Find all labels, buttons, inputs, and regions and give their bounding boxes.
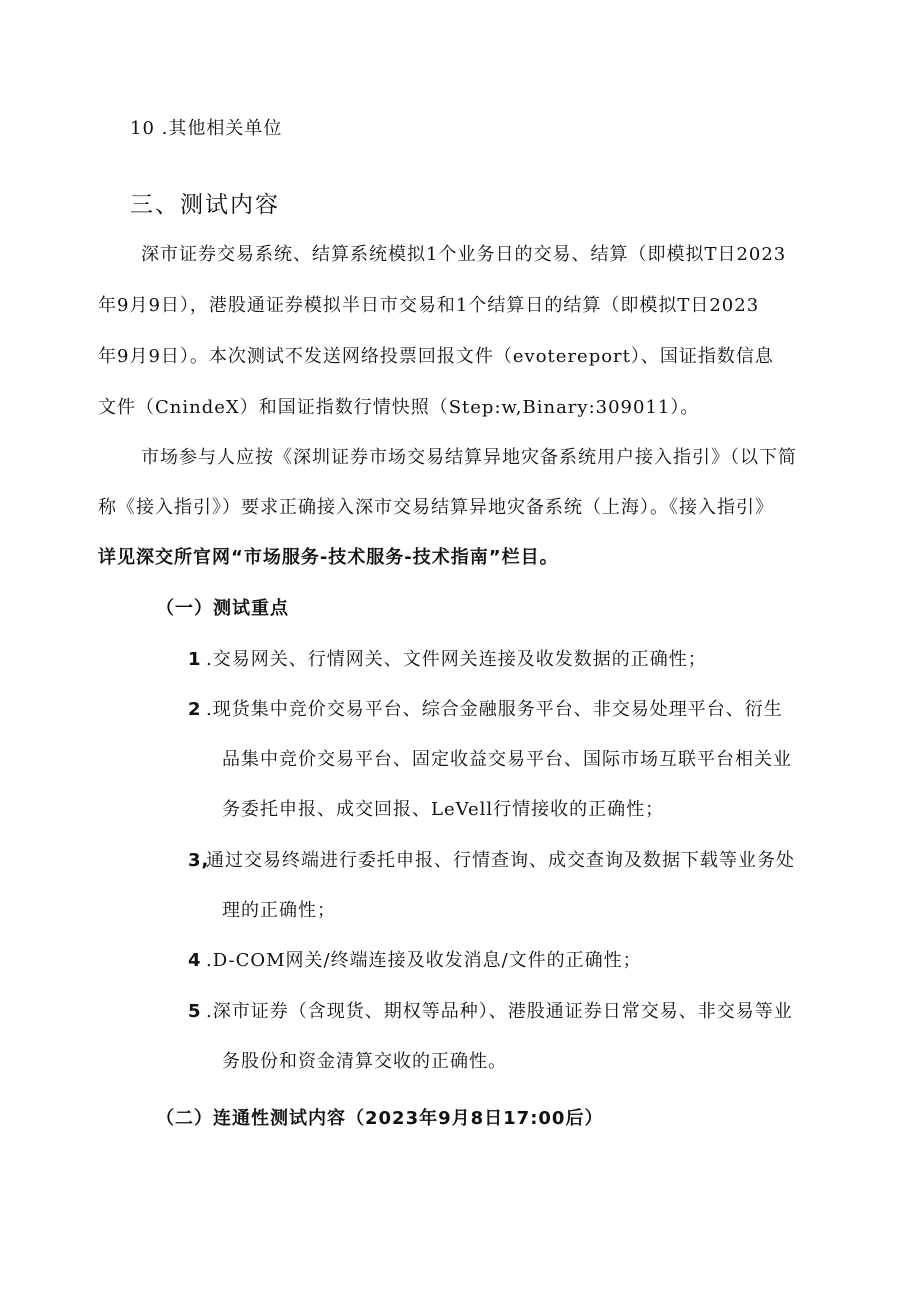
- list-item-text: .交易网关、行情网关、文件网关连接及收发数据的正确性；: [206, 649, 707, 670]
- list-item-continuation: 理的正确性；: [222, 900, 336, 921]
- list-item: [188, 698, 783, 722]
- list-item-continuation: 品集中竞价交易平台、固定收益交易平台、国际市场互联平台相关业: [222, 749, 792, 770]
- list-item-continuation: 务委托申报、成交回报、LeVell行情接收的正确性；: [222, 799, 665, 820]
- list-item-continuation: 务股份和资金清算交收的正确性。: [222, 1051, 507, 1072]
- list-item-number: 1: [188, 649, 202, 670]
- list-item-text: .深市证券（含现货、期权等品种）、港股通证券日常交易、非交易等业: [206, 1001, 793, 1022]
- subsection-heading: （二）连通性测试内容（2023年9月8日17:00后）: [156, 1108, 604, 1129]
- list-item: [188, 1000, 793, 1024]
- list-item-number: 5: [188, 1001, 202, 1022]
- section-heading: 三、测试内容: [130, 192, 280, 218]
- list-item: [188, 648, 707, 672]
- list-item-text: .D-COM网关/终端连接及收发消息/文件的正确性；: [206, 950, 642, 971]
- subsection-heading: （一）测试重点: [156, 598, 289, 619]
- list-item-10: 10 .其他相关单位: [130, 118, 283, 139]
- list-item-text: 通过交易终端进行委托申报、行情查询、成交查询及数据下载等业务处: [206, 850, 795, 871]
- list-item-number: 2: [188, 699, 202, 720]
- paragraph-line: 年9月9日）。本次测试不发送网络投票回报文件（evotereport）、国证指数信息: [98, 346, 774, 367]
- list-item-number: 3,: [188, 850, 210, 871]
- list-item-number: 4: [188, 950, 202, 971]
- list-item-text: .现货集中竞价交易平台、综合金融服务平台、非交易处理平台、衍生: [206, 699, 783, 720]
- paragraph-line: 年9月9日），港股通证券模拟半日市交易和1个结算日的结算（即模拟T日2023: [98, 295, 760, 316]
- list-item: [188, 849, 795, 873]
- paragraph-line: 称《接入指引》）要求正确接入深市交易结算异地灾备系统（上海）。《接入指引》: [98, 497, 774, 518]
- paragraph-line: 市场参与人应按《深圳证券市场交易结算异地灾备系统用户接入指引》（以下简: [141, 447, 797, 468]
- paragraph-line: 深市证券交易系统、结算系统模拟1个业务日的交易、结算（即模拟T日2023: [141, 244, 787, 265]
- paragraph-line: 详见深交所官网“市场服务-技术服务-技术指南”栏目。: [98, 547, 559, 568]
- list-item: [188, 949, 642, 973]
- paragraph-line: 文件（CnindeX）和国证指数行情快照（Step:w,Binary:309011）。: [98, 397, 700, 418]
